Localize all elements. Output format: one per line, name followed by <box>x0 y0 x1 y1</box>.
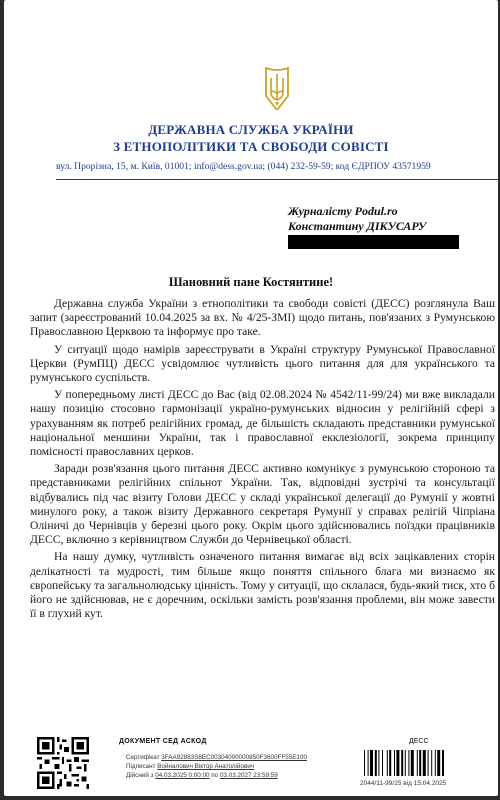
barcode-bar <box>364 750 365 776</box>
barcode-bar <box>419 750 421 776</box>
barcode-bar <box>431 750 432 776</box>
signer-line <box>126 763 254 770</box>
barcode-icon <box>364 750 474 776</box>
barcode-bar <box>435 750 436 776</box>
barcode-bar <box>442 750 444 776</box>
barcode-bar <box>394 750 395 776</box>
redaction-bar <box>288 235 459 249</box>
barcode-bar <box>423 750 426 776</box>
sed-document-title: ДОКУМЕНТ СЕД АСКОД <box>119 738 207 745</box>
paragraph: У ситуації щодо намірів зареєструвати в Україні структуру Румунської Православної Церкви (РумПЦ) ДЕСС усвідомлює чутливість цього питання для для українського та румунського суспільств. <box>30 342 495 385</box>
recipient-line2: Константину ДІКУСАРУ <box>288 219 427 233</box>
paragraph: На нашу думку, чутливість означеного питання вимагає від всіх зацікавлених сторін делікатності та мудрості, тим більше якщо поняття спільного блага ми визнаємо як європейську та загальнолюдську цінність. Тому у ситуації, що склалася, будь-який тиск, хто б його не здійснював, не є доречним, оскільки замість розв'язання проблеми, він може завести її в глухий кут. <box>30 550 495 621</box>
salutation: Шановний пане Костянтине! <box>168 275 334 289</box>
barcode-bar <box>375 750 377 776</box>
paragraph: Заради розв'язання цього питання ДЕСС активно комунікує з румунською стороною та представниками релігійних спільнот України. Так, відповідні зустрічі та консультації відбувались під час візиту Голови ДЕСС у складі української делегації до Румунії у жовтні минулого року, а також візиту Державного секретаря Румунії у справах релігій Чіпріана Оліничі до Чернівців у березні цього року. Окрім цього здійснювались поїздки працівників ДЕСС, включно з керівництвом Служби до Чернівецької області. <box>30 462 495 547</box>
barcode-bar <box>428 750 429 776</box>
trident-emblem-icon <box>264 66 290 110</box>
dess-label: ДЕСС <box>409 738 429 745</box>
header-divider <box>56 179 498 180</box>
qr-code-icon <box>37 737 89 789</box>
barcode-bar <box>408 750 409 776</box>
paragraph: Державна служба України з етнополітики та свободи совісті (ДЕСС) розглянула Ваш запит (зареєстрований 10.04.2025 за вх. № 4/25-ЗМІ) щодо питань, пов'язаних з Румунською Православною Церквою та інформує про таке. <box>30 297 495 339</box>
barcode-bar <box>437 750 440 776</box>
certificate-label: Сертифікат <box>126 754 160 761</box>
barcode-bar <box>389 750 391 776</box>
barcode-bar <box>378 750 379 776</box>
barcode-bar <box>396 750 399 776</box>
agency-name-line2: З ЕТНОПОЛІТИКИ ТА СВОБОДИ СОВІСТІ <box>113 139 389 154</box>
certificate-value: 3FAA92883S8EC00304000000850F3600FF55E100 <box>161 754 307 761</box>
validity-line <box>126 772 278 779</box>
barcode-bar <box>370 750 373 776</box>
barcode-bar <box>368 750 369 776</box>
barcode-bar <box>405 750 406 776</box>
valid-from: 04.03.2025 0:00:00 <box>155 772 210 779</box>
valid-to: 03.03.2027 23:59:59 <box>219 772 278 779</box>
barcode-bar <box>382 750 383 776</box>
agency-name-line1: ДЕРЖАВНА СЛУЖБА УКРАЇНИ <box>148 122 354 137</box>
letter-body <box>30 297 495 621</box>
registration-number: 2044/11-99/25 від 15.04.2025 <box>360 780 447 787</box>
barcode-bar <box>411 750 414 776</box>
valid-to-label: по <box>211 772 219 779</box>
barcode-bar <box>387 750 388 776</box>
letter-page <box>4 0 498 796</box>
signer-value: Войналович Віктор Анатолійович <box>157 763 255 770</box>
paragraph: У попередньому листі ДЕСС до Вас (від 02.08.2024 № 4542/11-99/24) ми вже викладали нашу позицію стосовно гармонізації україно-румунських відносин у релігійній сфері з урахуванням як потреб релігійних громад, де більшість складають представники румунської національної меншини України, так і православної екклезіології, зокрема принципу помісності православних церков. <box>30 388 495 459</box>
agency-address: вул. Прорізна, 15, м. Київ, 01001; info@dess.gov.ua; (044) 232-59-59; код ЄДРПОУ 43571959 <box>56 161 431 172</box>
barcode-bar <box>417 750 418 776</box>
certificate-line <box>126 754 307 761</box>
validity-label: Дійсний з <box>126 772 154 779</box>
signer-label: Підписант <box>126 763 156 770</box>
recipient-line1: Журналісту Podul.ro <box>288 204 398 218</box>
barcode-bar <box>401 750 403 776</box>
